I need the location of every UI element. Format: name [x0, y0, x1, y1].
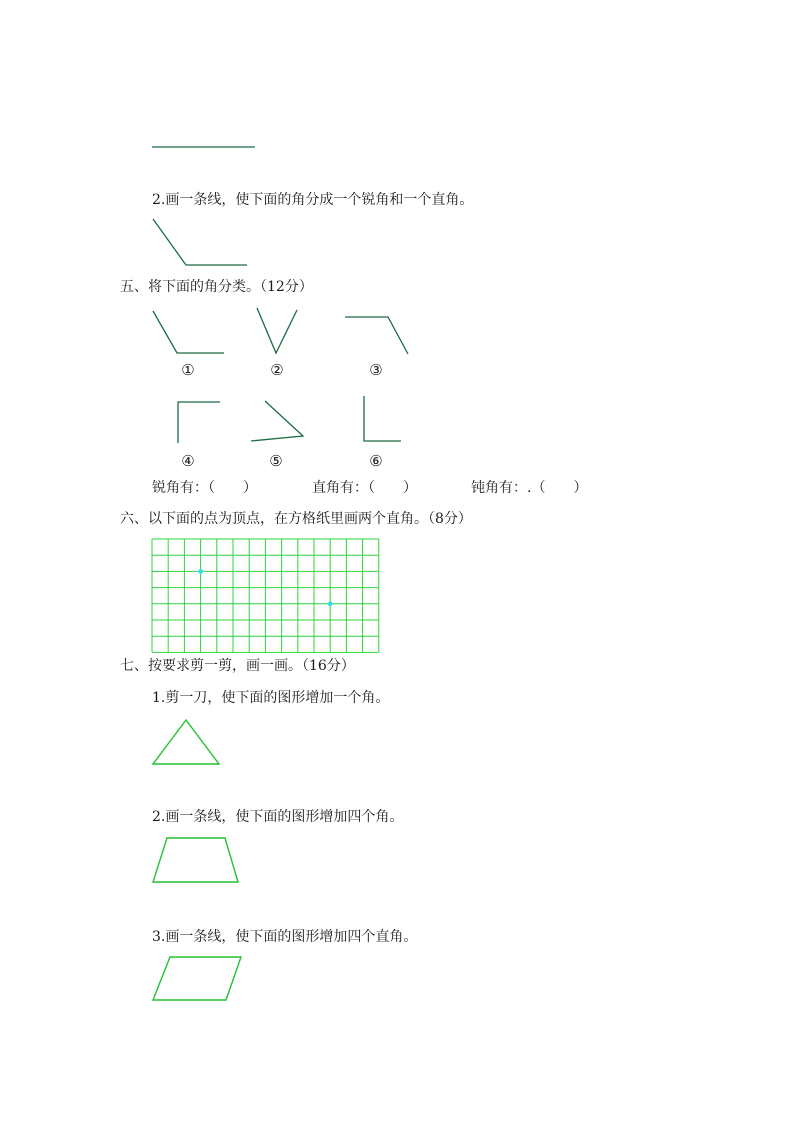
- acute-answer: 锐角有：（ ）: [152, 480, 257, 496]
- vertex-point-1: [198, 569, 203, 574]
- label-3: ③: [369, 361, 383, 379]
- label-1: ①: [181, 361, 195, 379]
- part7-heading: 七、按要求剪一剪，画一画。（16分）: [120, 658, 355, 674]
- vertex-point-2: [328, 601, 333, 606]
- part4-q2-text: 2.画一条线，使下面的角分成一个锐角和一个直角。: [152, 192, 474, 208]
- label-2: ②: [270, 361, 284, 379]
- right-answer: 直角有：（ ）: [312, 480, 417, 496]
- part7-q1-text: 1.剪一刀，使下面的图形增加一个角。: [152, 690, 390, 706]
- part7-q3-text: 3.画一条线，使下面的图形增加四个直角。: [152, 929, 418, 945]
- part5-heading: 五、将下面的角分类。（12分）: [120, 279, 313, 295]
- part6-heading: 六、以下面的点为顶点，在方格纸里画两个直角。（8分）: [120, 511, 472, 527]
- part7-q2-text: 2.画一条线，使下面的图形增加四个角。: [152, 809, 404, 825]
- label-4: ④: [181, 452, 195, 470]
- label-6: ⑥: [369, 452, 383, 470]
- obtuse-answer: 钝角有：.（ ）: [471, 480, 588, 496]
- label-5: ⑤: [269, 452, 283, 470]
